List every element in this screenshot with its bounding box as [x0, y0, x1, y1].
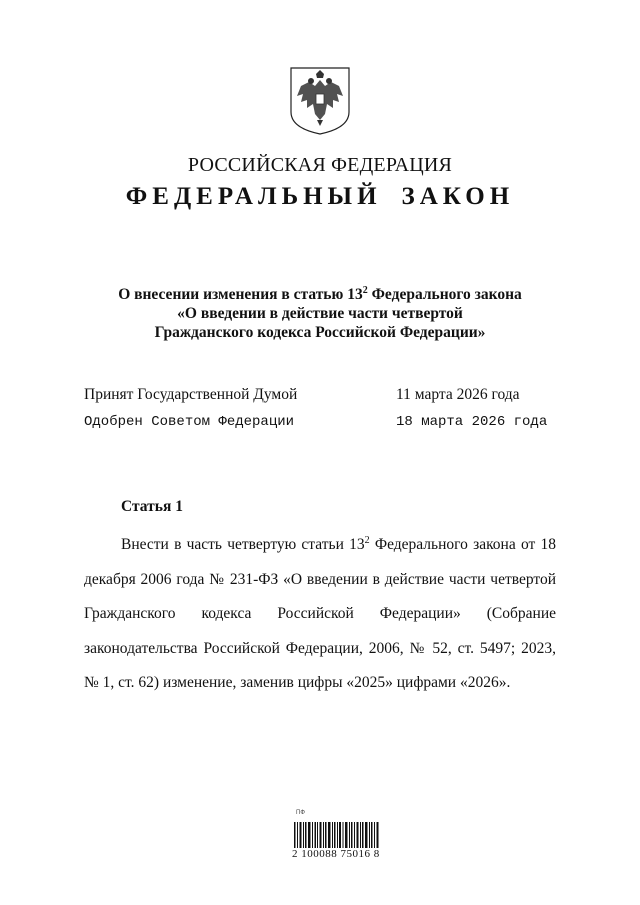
subject-line-1 [60, 285, 580, 304]
article-text-start: Внести в часть четвертую статьи 13 [121, 536, 365, 553]
duma-adoption-label: Принят Государственной Думой [84, 386, 298, 403]
document-type [0, 183, 640, 211]
article-text-rest: Федерального закона от 18 декабря 2006 года № 231-ФЗ «О введении в действие части четвертой Гражданского кодекса Российской Федерации» (Собрание законодательства Российской Федерации, 2006, № 52, ст. 5497; 2023, № 1, ст. 62) изменение, заменив цифры «2025» цифрами «2026». [84, 536, 556, 691]
subject-superscript: 2 [362, 285, 368, 296]
subject-line-2: «О введении в действие части четвертой [177, 305, 463, 322]
document-type-word2: ЗАКОН [401, 183, 515, 210]
subject-line-1-tail: Федерального закона [367, 286, 522, 303]
document-type-word1: ФЕДЕРАЛЬНЫЙ [125, 183, 382, 210]
barcode [292, 810, 384, 860]
double-headed-eagle-icon [287, 64, 353, 136]
article-title: Статья 1 [121, 498, 183, 515]
barcode-mark: ПФ [296, 810, 305, 816]
barcode-number: 2 100088 75016 8 [292, 848, 380, 860]
country-name: РОССИЙСКАЯ ФЕДЕРАЦИЯ [187, 154, 453, 176]
article-body [84, 528, 556, 701]
subject-line-1-text: О внесении изменения в статью 13 [118, 286, 363, 303]
law-subject [60, 285, 580, 342]
state-emblem [287, 64, 353, 136]
duma-adoption-date: 11 марта 2026 года [396, 386, 520, 403]
council-approval-label: Одобрен Советом Федерации [84, 414, 295, 430]
article-superscript: 2 [364, 535, 370, 546]
subject-line-3: Гражданского кодекса Российской Федерации» [154, 324, 486, 341]
barcode-bars-icon [294, 822, 380, 848]
council-approval-date: 18 марта 2026 года [396, 414, 548, 430]
